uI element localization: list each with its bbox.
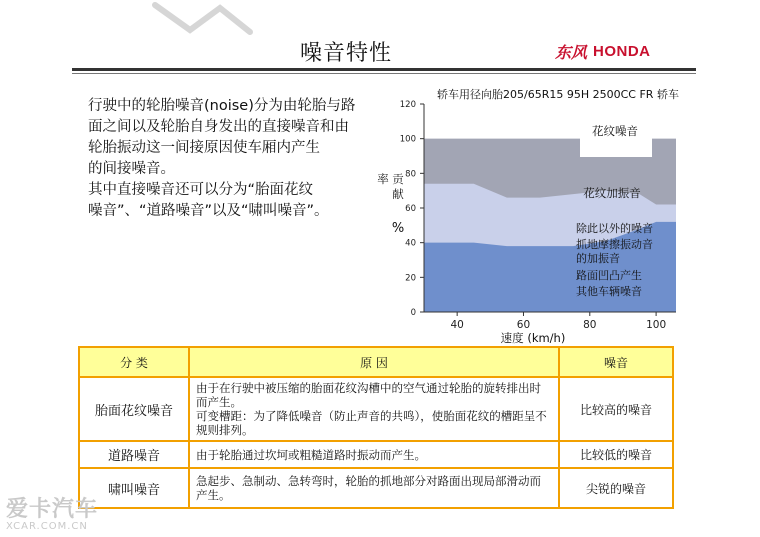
y-tick-label: 20 — [405, 273, 416, 284]
watermark-cn: 爱卡汽车 — [6, 497, 99, 522]
slide-title: 噪音特性 — [300, 41, 393, 66]
x-tick-label: 100 — [646, 319, 667, 331]
y-tick-label: 120 — [399, 100, 416, 110]
intro-line: 噪音”、“道路噪音”以及“啸叫噪音”。 — [88, 203, 329, 219]
row-category: 胎面花纹噪音 — [79, 377, 189, 441]
intro-line: 其中直接噪音还可以分为“胎面花纹 — [88, 182, 314, 198]
row-cause: 急起步、急制动、急转弯时，轮胎的抓地部分对路面出现局部滑动而产生。 — [189, 468, 559, 508]
chart-title: 轿车用径向胎205/65R15 95H 2500CC FR 轿车 — [437, 88, 679, 101]
table-row — [79, 377, 673, 441]
noise-cause-table — [78, 346, 674, 509]
y-axis-label: 贡 — [392, 172, 404, 186]
watermark-stroke — [150, 0, 270, 40]
row-category: 啸叫噪音 — [79, 468, 189, 508]
row-cause: 由于在行驶中被压缩的胎面花纹沟槽中的空气通过轮胎的旋转排出时而产生。 可变槽距：为了降低噪音（防止声音的共鸣），使胎面花纹的槽距呈不规则排列。 — [189, 377, 559, 441]
x-tick-label: 80 — [583, 319, 597, 331]
row-noise: 比较低的噪音 — [559, 441, 673, 468]
intro-line: 轮胎振动这一间接原因使车厢内产生 — [88, 140, 320, 156]
y-tick-label: 0 — [410, 308, 416, 318]
table-row — [79, 441, 673, 468]
label-other-noise-line: 的加振音 — [576, 252, 620, 265]
header-noise: 噪音 — [559, 347, 673, 377]
logo-cn-text: 东风 — [555, 42, 588, 62]
table-row — [79, 468, 673, 508]
title-divider — [72, 68, 696, 71]
y-axis-label: 献 — [392, 187, 404, 201]
y-axis-label: % — [391, 221, 405, 236]
row-cause: 由于轮胎通过坎坷或粗糙道路时振动而产生。 — [189, 441, 559, 468]
header-category: 分 类 — [79, 347, 189, 377]
y-tick-label: 40 — [405, 238, 416, 249]
intro-line: 面之间以及轮胎自身发出的直接噪音和由 — [88, 119, 349, 135]
x-axis-label: 速度 (km/h) — [500, 331, 566, 345]
y-axis-label: 率 — [377, 172, 389, 186]
watermark-en: XCAR.COM.CN — [6, 521, 88, 532]
dongfeng-honda-logo — [555, 40, 651, 62]
label-other-noise-line: 除此以外的噪音 — [576, 222, 653, 235]
title-divider-thin — [72, 73, 696, 74]
intro-line: 行驶中的轮胎噪音(noise)分为由轮胎与路 — [88, 98, 356, 114]
label-pattern-noise: 花纹噪音 — [592, 124, 638, 138]
row-noise: 比较高的噪音 — [559, 377, 673, 441]
row-category: 道路噪音 — [79, 441, 189, 468]
label-other-noise-line: 路面凹凸产生 — [576, 269, 642, 282]
x-tick-label: 60 — [516, 319, 531, 331]
x-tick-label: 40 — [450, 319, 464, 331]
label-other-noise-line: 其他车辆噪音 — [576, 285, 642, 298]
header-cause: 原 因 — [189, 347, 559, 377]
y-tick-label: 60 — [405, 204, 416, 214]
row-noise: 尖锐的噪音 — [559, 468, 673, 508]
label-pattern-vibration: 花纹加振音 — [583, 186, 641, 200]
intro-paragraph — [88, 96, 388, 222]
intro-line: 的间接噪音。 — [88, 161, 175, 177]
xcar-watermark — [6, 492, 106, 532]
logo-en-text: HONDA — [593, 42, 651, 60]
y-tick-label: 100 — [399, 134, 416, 145]
noise-contribution-chart — [370, 95, 690, 347]
y-tick-label: 80 — [405, 169, 416, 180]
table-header-row — [79, 347, 673, 377]
label-other-noise-line: 抓地摩擦振动音 — [576, 238, 653, 251]
